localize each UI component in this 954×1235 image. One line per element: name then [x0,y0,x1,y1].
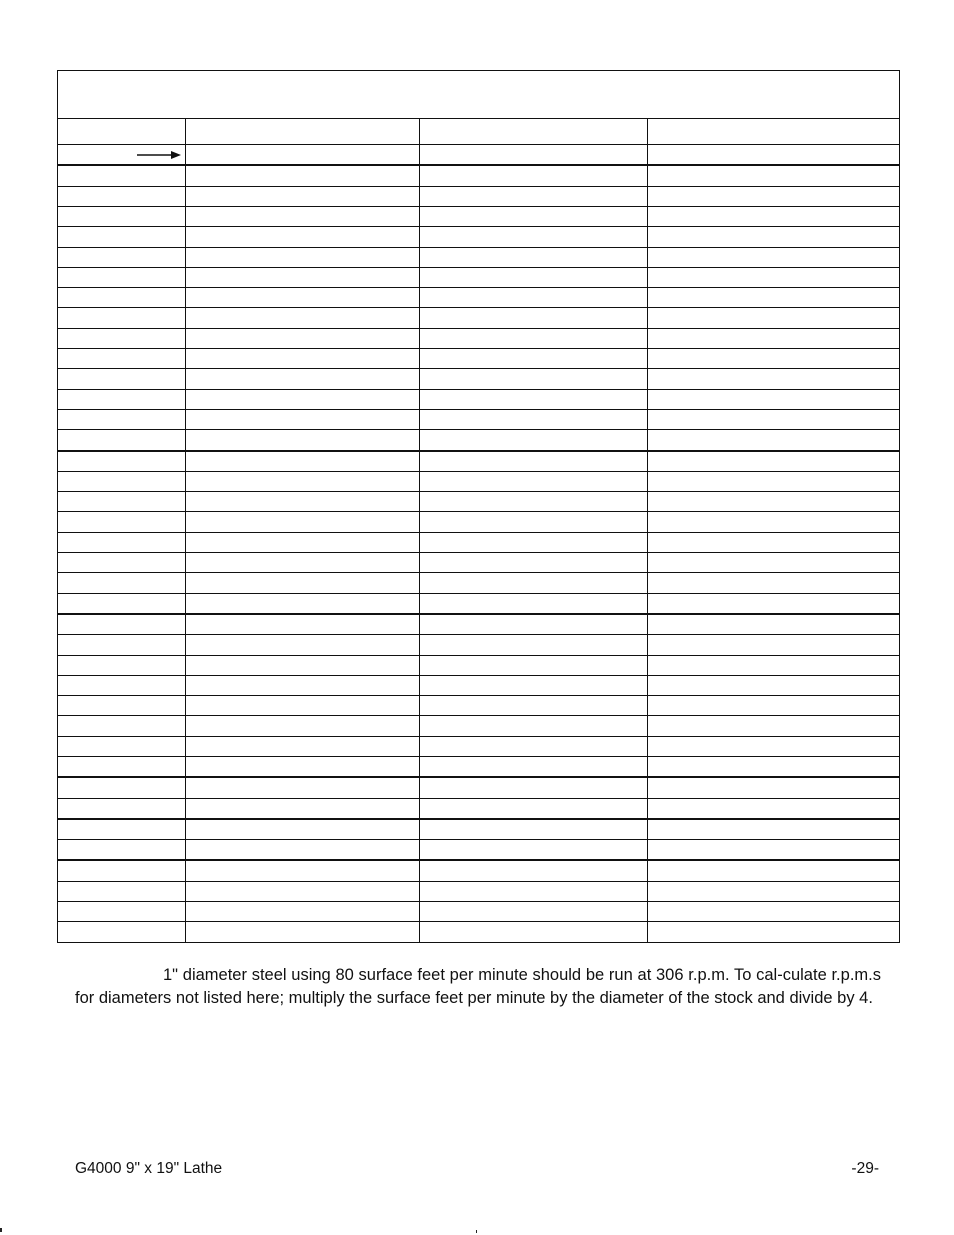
table-cell [186,736,420,756]
table-cell [420,614,648,635]
table-row [58,635,900,655]
table-row [58,145,900,166]
table-cell [420,553,648,573]
table-cell [648,614,900,635]
header-cell [58,118,186,144]
table-cell [58,614,186,635]
table-cell [58,902,186,922]
table-cell [58,165,186,186]
table-cell [648,206,900,226]
table-row [58,573,900,593]
table-cell [186,922,420,943]
table-cell [648,553,900,573]
table-cell [420,492,648,512]
table-row [58,553,900,573]
table-cell [648,675,900,695]
table-cell [420,532,648,552]
table-header-row [58,118,900,144]
table-row [58,165,900,186]
table-row [58,409,900,429]
table-cell [420,349,648,369]
table-row [58,922,900,943]
table-cell [648,288,900,308]
header-cell [648,118,900,144]
table-cell [186,186,420,206]
table-cell [420,696,648,716]
table-row [58,471,900,491]
table-cell [58,369,186,389]
table-cell [58,492,186,512]
table-cell [58,451,186,472]
table-row [58,512,900,532]
table-cell [420,736,648,756]
table-cell [58,573,186,593]
table-cell [648,573,900,593]
table-cell [648,492,900,512]
table-cell [186,512,420,532]
table-cell [186,614,420,635]
table-cell [648,716,900,736]
table-cell [420,922,648,943]
table-row [58,593,900,614]
table-cell [186,675,420,695]
table-cell [186,409,420,429]
table-cell [186,369,420,389]
table-cell [186,165,420,186]
table-cell [420,227,648,247]
table-row [58,451,900,472]
table-cell [58,736,186,756]
table-cell [58,716,186,736]
table-title-row [58,71,900,119]
table-cell [58,635,186,655]
table-cell [648,902,900,922]
table-cell [420,145,648,166]
table-cell [58,328,186,348]
table-cell [58,840,186,861]
table-cell [648,247,900,267]
table-cell [186,349,420,369]
table-cell [648,757,900,778]
table-cell [648,165,900,186]
table-cell [648,328,900,348]
table-cell [186,247,420,267]
table-cell [186,492,420,512]
table-cell [420,819,648,840]
table-cell [186,881,420,901]
table-cell [420,716,648,736]
table-title-cell [58,71,900,119]
table-row [58,716,900,736]
table-cell [648,186,900,206]
table-cell [648,308,900,328]
table-cell [420,288,648,308]
table-cell [58,922,186,943]
table-cell [186,655,420,675]
table-cell [648,227,900,247]
speed-chart-body [58,71,900,943]
table-cell [186,757,420,778]
table-cell [420,593,648,614]
table-cell [58,288,186,308]
table-cell [58,389,186,409]
table-cell [420,186,648,206]
table-cell [186,819,420,840]
table-row [58,247,900,267]
table-cell [186,532,420,552]
table-cell [420,247,648,267]
table-row [58,369,900,389]
table-cell [186,573,420,593]
table-cell [420,328,648,348]
table-cell [648,655,900,675]
table-cell [420,798,648,819]
table-cell [420,512,648,532]
table-cell [420,902,648,922]
table-cell [648,512,900,532]
table-cell [420,881,648,901]
scan-mark [0,1228,2,1232]
table-cell [186,902,420,922]
table-cell [58,206,186,226]
table-row [58,736,900,756]
page-number: -29- [851,1160,879,1177]
table-cell [420,471,648,491]
table-cell [648,389,900,409]
table-row [58,328,900,348]
table-row [58,349,900,369]
table-cell [420,573,648,593]
table-row [58,206,900,226]
table-cell [420,430,648,451]
table-cell [420,635,648,655]
table-cell [58,512,186,532]
table-cell [186,777,420,798]
table-cell [648,471,900,491]
table-row [58,430,900,451]
table-cell [58,247,186,267]
table-cell [58,471,186,491]
table-cell [648,369,900,389]
table-row [58,902,900,922]
table-row [58,186,900,206]
table-cell [186,798,420,819]
table-cell [648,840,900,861]
table-cell [420,840,648,861]
table-cell [648,451,900,472]
table-row [58,840,900,861]
table-cell [648,267,900,287]
table-cell [420,206,648,226]
table-cell [186,716,420,736]
table-cell [58,777,186,798]
table-row [58,308,900,328]
table-cell [648,696,900,716]
table-cell [186,860,420,881]
table-cell [58,798,186,819]
table-cell [186,696,420,716]
scan-mark [476,1230,477,1233]
table-cell [648,430,900,451]
table-row [58,675,900,695]
table-cell [186,206,420,226]
table-cell [58,308,186,328]
table-cell [186,553,420,573]
table-row [58,389,900,409]
table-cell [186,593,420,614]
table-cell [186,471,420,491]
table-cell [58,881,186,901]
table-row [58,288,900,308]
table-row [58,655,900,675]
table-cell [420,860,648,881]
table-cell [58,553,186,573]
speed-note [75,964,881,1010]
table-cell [58,532,186,552]
table-row [58,881,900,901]
table-cell [58,349,186,369]
table-cell [420,451,648,472]
table-cell [186,389,420,409]
table-row [58,757,900,778]
speed-chart-table [57,70,900,943]
table-cell [58,757,186,778]
table-cell [648,532,900,552]
table-row [58,798,900,819]
table-row [58,267,900,287]
table-row [58,492,900,512]
table-cell [58,430,186,451]
table-cell [648,409,900,429]
table-cell [58,593,186,614]
footer-title: G4000 9" x 19" Lathe [75,1160,223,1177]
table-cell [420,369,648,389]
table-cell [186,840,420,861]
table-cell [186,145,420,166]
table-cell [648,593,900,614]
table-cell [186,308,420,328]
table-cell [186,267,420,287]
table-cell [420,308,648,328]
table-cell [420,655,648,675]
table-cell [648,635,900,655]
table-cell [420,165,648,186]
table-cell [58,227,186,247]
table-cell [186,430,420,451]
table-cell [58,860,186,881]
table-cell [186,227,420,247]
table-cell [648,349,900,369]
table-cell [648,736,900,756]
table-row [58,819,900,840]
arrow-right-icon [137,150,181,160]
table-cell [58,655,186,675]
table-cell [420,409,648,429]
table-cell [58,675,186,695]
table-cell [420,267,648,287]
header-cell [186,118,420,144]
table-cell [648,922,900,943]
table-cell [648,860,900,881]
table-cell [186,288,420,308]
table-cell [58,267,186,287]
table-cell [420,777,648,798]
table-row [58,777,900,798]
table-cell [58,696,186,716]
table-cell [186,328,420,348]
table-row [58,532,900,552]
table-cell [648,145,900,166]
table-cell [648,881,900,901]
table-cell [58,409,186,429]
table-cell [186,635,420,655]
table-cell [420,757,648,778]
table-cell [58,186,186,206]
table-cell [420,675,648,695]
table-row [58,860,900,881]
table-cell [58,819,186,840]
table-row [58,227,900,247]
table-cell [648,798,900,819]
table-cell [58,145,186,166]
table-cell [648,819,900,840]
header-cell [420,118,648,144]
table-row [58,614,900,635]
table-cell [420,389,648,409]
table-cell [186,451,420,472]
table-row [58,696,900,716]
note-text: 1" diameter steel using 80 surface feet per minute should be run at 306 r.p.m. To cal-culate r.p.m.s for diameters not listed here; multiply the surface feet per minute by the diameter of the stock and divide by 4. [75,966,881,1007]
table-cell [648,777,900,798]
